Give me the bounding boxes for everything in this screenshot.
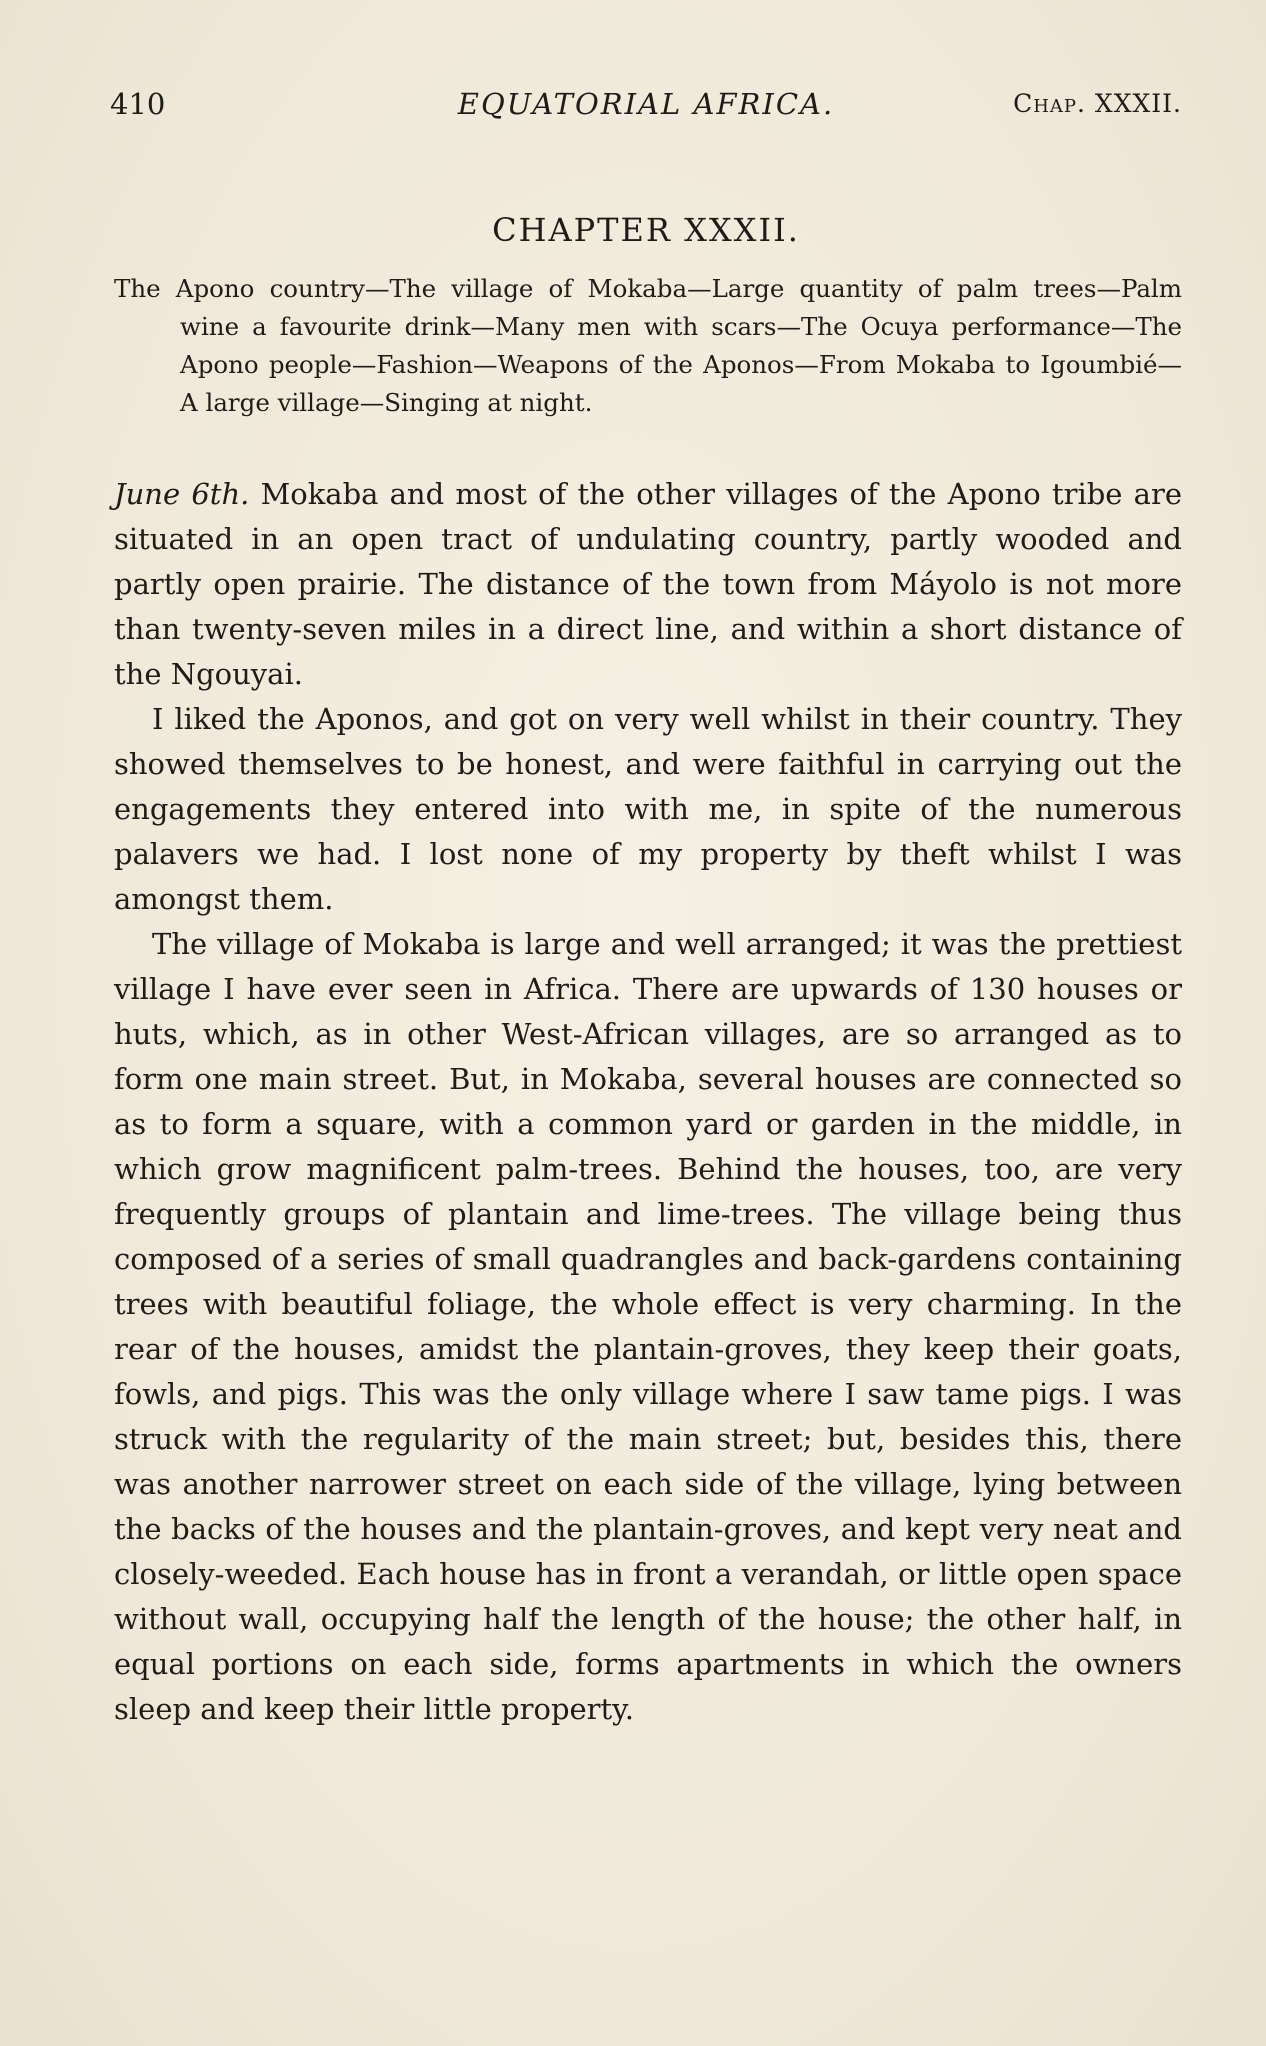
paragraph-3: The village of Mokaba is large and well arranged; it was the prettiest village I have ever seen in Africa. There are upwards of 130 houses or huts, which, as in other West-African villages, are so arranged as to form one main street. But, in Mokaba, several houses are connected so as to form a square, with a common yard or garden in the middle, in which grow magnificent palm-trees. Behind the houses, too, are very frequently groups of plantain and lime-trees. The village being thus composed of a series of small quadrangles and back-gardens containing trees with beautiful foliage, the whole effect is very charming. In the rear of the houses, amidst the plantain-groves, they keep their goats, fowls, and pigs. This was the only village where I saw tame pigs. I was struck with the regularity of the main street; but, besides this, there was another narrower street on each side of the village, lying between the backs of the houses and the plantain-groves, and kept very neat and closely-weeded. Each house has in front a verandah, or little open space without wall, occupying half the length of the house; the other half, in equal portions on each side, forms apartments in which the owners sleep and keep their little property. <box>114 927 1182 1726</box>
chapter-summary: The Apono country—The village of Mokaba—Large quantity of palm trees—Palm wine a favourite drink—Many men with scars—The Ocuya performance—The Apono people—Fashion—Weapons of the Aponos—From Mokaba to Igoumbié—A large village—Singing at night. <box>114 274 1182 417</box>
body-text <box>114 472 1182 1732</box>
chapter-reference: Chap. XXXII. <box>1013 89 1182 118</box>
book-title: EQUATORIAL AFRICA. <box>457 87 835 121</box>
page-number: 410 <box>110 87 166 121</box>
paragraph-1 <box>114 472 1182 697</box>
running-head <box>110 84 1182 124</box>
paragraph-2: I liked the Aponos, and got on very well whilst in their country. They showed themselves to be honest, and were faithful in carrying out the engagements they entered into with me, in spite of the numerous palavers we had. I lost none of my property by theft whilst I was amongst them. <box>114 702 1182 916</box>
paragraph-1-text: Mokaba and most of the other villages of the Apono tribe are situated in an open tract of undulating country, partly wooded and partly open prairie. The distance of the town from Máyolo is not more than twenty-seven miles in a direct line, and within a short distance of the Ngouyai. <box>114 477 1182 691</box>
date-lead: June 6th. <box>114 477 250 511</box>
chapter-heading: CHAPTER XXXII. <box>492 211 800 249</box>
